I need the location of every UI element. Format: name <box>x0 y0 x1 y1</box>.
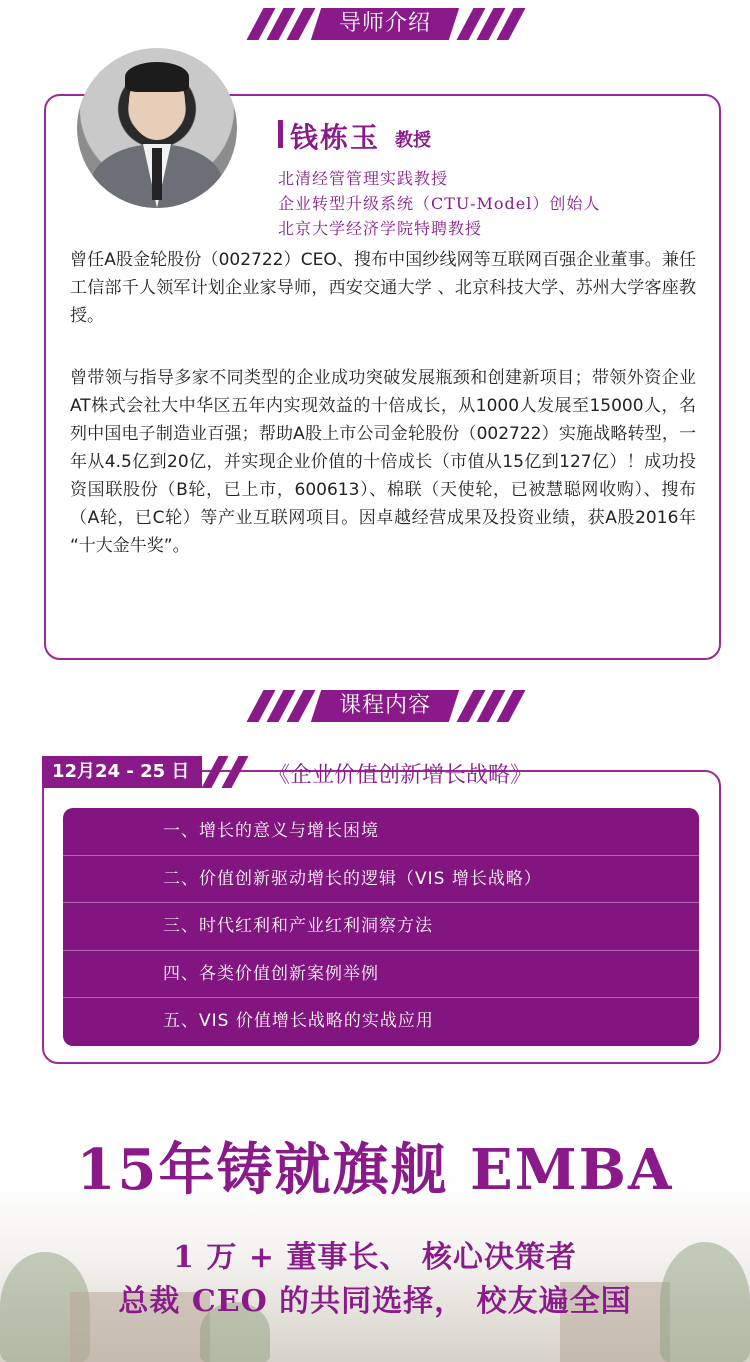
course-date: 12月24 - 25 日 <box>52 761 190 782</box>
promo-line: 总裁 CEO 的共同选择， 校友遍全国 <box>118 1284 632 1319</box>
course-title: 《企业价值创新增长战略》 <box>268 763 533 788</box>
teacher-section-title: 导师介绍 <box>338 11 431 36</box>
course-item: 二、价值创新驱动增长的逻辑（VIS 增长战略） <box>63 856 699 904</box>
teacher-avatar <box>77 48 237 208</box>
promo-title: 15年铸就旗舰 EMBA <box>76 1137 674 1203</box>
teacher-section-header <box>0 8 750 44</box>
avatar-tie <box>152 148 162 200</box>
teacher-section-label <box>311 8 459 40</box>
course-item: 四、各类价值创新案例举例 <box>63 951 699 999</box>
course-section-label <box>311 690 459 722</box>
teacher-name: 钱栋玉 <box>290 121 381 154</box>
course-item: 三、时代红利和产业红利洞察方法 <box>63 903 699 951</box>
course-outline <box>63 808 699 1046</box>
promo-line: 1 万 + 董事长、 核心决策者 <box>173 1240 577 1275</box>
course-section-header <box>0 690 750 726</box>
teacher-role: 企业转型升级系统（CTU-Model）创始人 <box>278 194 601 213</box>
name-accent-bar <box>278 120 283 148</box>
course-item: 五、VIS 价值增长战略的实战应用 <box>163 1011 434 1032</box>
teacher-role: 北清经管管理实践教授 <box>278 169 449 188</box>
course-date-tab <box>42 756 202 788</box>
teacher-bio-paragraph: 曾带领与指导多家不同类型的企业成功突破发展瓶颈和创建新项目；带领外资企业AT株式会社大中华区五年内实现效益的十倍成长，从1000人发展至15000人，名列中国电子制造业百强；帮助A股上市公司金轮股份（002722）实施战略转型，一年从4.5亿到20亿，并实现企业价值的十倍成长（市值从15亿到127亿）！成功投资国联股份（B轮，已上市，600613）、棉联（天使轮，已被慧聪网收购）、搜布（A轮，已C轮）等产业互联网项目。因卓越经营成果及投资业绩，获A股2016年 “十大金牛奖”。 <box>70 368 696 556</box>
course-item: 一、增长的意义与增长困境 <box>63 808 699 856</box>
course-section-title: 课程内容 <box>338 693 431 718</box>
teacher-role: 北京大学经济学院特聘教授 <box>278 219 483 238</box>
teacher-bio-paragraph: 曾任A股金轮股份（002722）CEO、搜布中国纱线网等互联网百强企业董事。兼任工信部千人领军计划企业家导师，西安交通大学 、北京科技大学、苏州大学客座教授。 <box>70 250 696 326</box>
teacher-title: 教授 <box>395 130 431 151</box>
avatar-hair <box>125 62 189 92</box>
